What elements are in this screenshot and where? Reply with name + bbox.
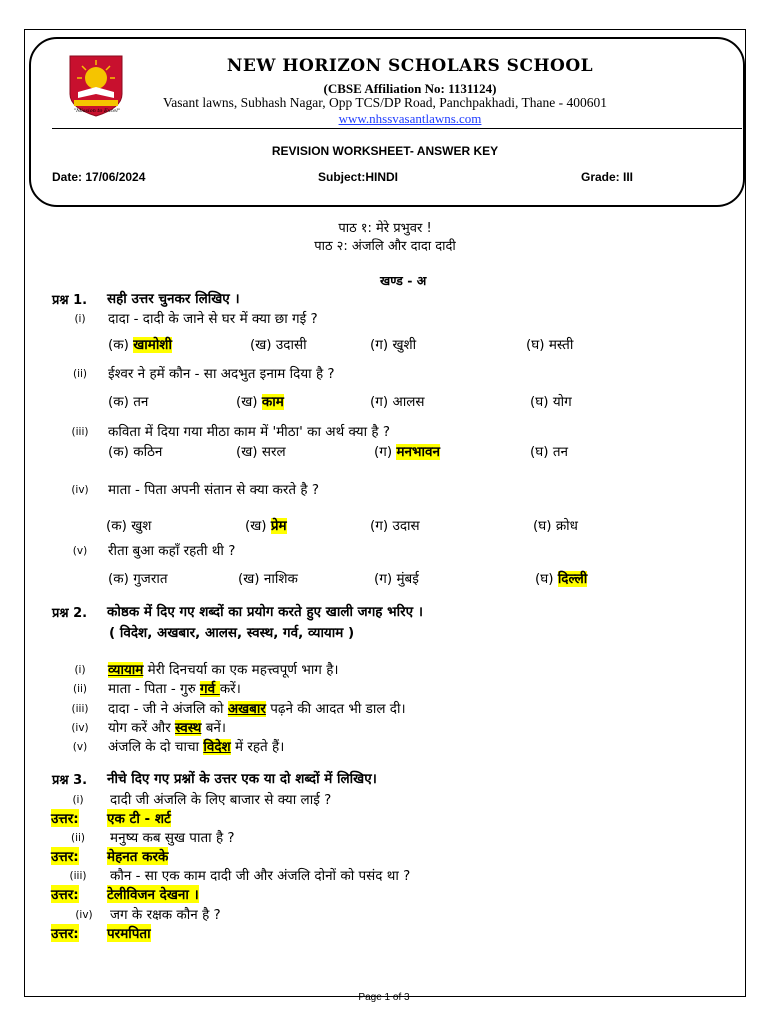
q1-option [108,569,168,587]
q3-answer-text: टेलीविजन देखना । [107,887,199,903]
q1-option-letter: (ग) [370,518,389,534]
q1-option [250,335,307,353]
q2-roman-numeral: (iii) [71,703,89,715]
worksheet-title: REVISION WORKSHEET- ANSWER KEY [271,144,499,158]
q3-question-text: मनुष्य कब सुख पाता है ? [110,830,235,846]
q1-option-text: मुंबई [396,571,419,587]
question-2-number: प्रश्न 2. [52,606,88,621]
q1-option-text: तन [133,394,149,410]
logo-motto: "Mission to Excel" [73,108,121,114]
header-divider [52,128,742,129]
q1-roman-numeral: (iv) [71,484,89,496]
q1-option [236,392,284,410]
q1-option [370,392,425,410]
q2-sentence-start: दादा - जी ने अंजलि को [108,701,228,717]
q1-option-letter: (ख) [236,394,258,410]
q1-option-text: उदास [392,518,420,534]
q1-option [370,516,420,534]
q1-roman-numeral: (ii) [72,368,88,380]
website-link[interactable]: www.nhssvasantlawns.com [338,111,482,126]
question-3-title: नीचे दिए गए प्रश्नों के उत्तर एक या दो शब्दों में लिखिए। [107,771,377,787]
date-field: Date: 17/06/2024 [52,170,146,184]
q1-option-text: सरल [261,444,286,460]
q1-option-text: क्रोध [555,518,578,534]
q1-option-letter: (ग) [374,571,393,587]
q2-filled-answer: विदेश [203,739,231,755]
q2-sentence [108,679,241,697]
q1-option [245,516,287,534]
q1-option-text: मस्ती [548,337,574,353]
q1-option-text: खुश [131,518,152,534]
q2-sentence-end: करें। [219,681,241,697]
question-1-title: सही उत्तर चुनकर लिखिए । [107,291,240,307]
chapter-1-title: पाठ १: मेरे प्रभुवर ! [338,221,432,236]
q1-option-text: उदासी [275,337,307,353]
q2-sentence [108,660,339,678]
q1-option-letter: (ग) [374,444,393,460]
q1-question-text: कविता में दिया गया मीठा काम में 'मीठा' का अर्थ क्या है ? [108,424,390,440]
q1-option [374,442,440,460]
q1-option-letter: (ख) [238,571,260,587]
q1-option-text: तन [552,444,568,460]
q1-option-text: कठिन [133,444,163,460]
q1-option [108,335,172,353]
affiliation: (CBSE Affiliation No: 1131124) [323,81,497,96]
q1-option-letter: (ख) [245,518,267,534]
chapter-2-title: पाठ २: अंजलि और दादा दादी [314,239,456,254]
q1-roman-numeral: (iii) [71,426,89,438]
q1-question-text: दादा - दादी के जाने से घर में क्या छा गई ? [108,311,318,327]
q1-option [533,516,578,534]
q2-roman-numeral: (v) [72,741,88,753]
q1-option [236,442,286,460]
q1-option-text: नाशिक [263,571,298,587]
q2-sentence-end: बनें। [201,720,227,736]
q2-sentence-start: योग करें और [108,720,176,736]
q3-answer-text: एक टी - शर्ट [107,811,171,827]
q1-option-text: आलस [392,394,425,410]
q1-option [106,516,151,534]
q1-option-letter: (क) [106,518,127,534]
q2-filled-answer: स्वस्थ [175,720,202,736]
q2-roman-numeral: (iv) [71,722,89,734]
grade-field: Grade: III [581,170,634,184]
q3-roman-numeral: (i) [72,794,84,806]
q1-roman-numeral: (i) [74,313,86,325]
q1-option-text: गुजरात [133,571,168,587]
q1-option-letter: (क) [108,571,129,587]
q2-sentence [108,699,406,717]
q1-option-letter: (घ) [535,571,554,587]
q1-option [535,569,587,587]
q2-filled-answer: अखबार [227,701,266,717]
q2-sentence [108,718,226,736]
q1-correct-option-text: मनभावन [396,444,440,460]
q3-answer-label: उत्तर: [51,887,79,903]
q1-roman-numeral: (v) [72,545,88,557]
q3-answer-text: परमपिता [107,926,151,942]
page-number: Page 1 of 3 [358,992,410,1003]
q2-sentence [108,737,284,755]
school-address: Vasant lawns, Subhash Nagar, Opp TCS/DP Road, Panchpakhadi, Thane - 400601 [163,95,607,110]
q1-option-text: योग [552,394,572,410]
q3-answer-text: मेहनत करके [107,849,169,865]
q3-roman-numeral: (ii) [70,832,86,844]
q2-sentence-end: मेरी दिनचर्या का एक महत्त्वपूर्ण भाग है। [143,662,339,678]
q1-option [526,335,573,353]
section-heading: खण्ड - अ [380,273,427,288]
q1-option [530,392,572,410]
q1-option [374,569,419,587]
question-1-number: प्रश्न 1. [52,293,88,308]
q2-roman-numeral: (ii) [72,683,88,695]
q1-option-letter: (ख) [236,444,258,460]
q1-option-letter: (क) [108,337,129,353]
q2-roman-numeral: (i) [74,664,86,676]
q1-option-letter: (ग) [370,337,389,353]
q1-correct-option-text: प्रेम [270,518,287,534]
q1-option [108,392,148,410]
q1-option-letter: (घ) [530,444,549,460]
q1-option-text: खुशी [392,337,417,353]
q3-question-text: दादी जी अंजलि के लिए बाजार से क्या लाई ? [110,792,332,808]
q1-option [108,442,162,460]
q1-option-letter: (ग) [370,394,389,410]
q2-sentence-start: अंजलि के दो चाचा [108,739,204,755]
q2-sentence-end: में रहते हैं। [230,739,285,755]
q3-question-text: जग के रक्षक कौन है ? [110,907,221,923]
q1-option-letter: (घ) [530,394,549,410]
q1-question-text: रीता बुआ कहाँ रहती थी ? [108,543,236,559]
q1-option [370,335,416,353]
q1-correct-option-text: दिल्ली [557,571,588,587]
q1-option-letter: (घ) [533,518,552,534]
q3-answer-label: उत्तर: [51,811,79,827]
q1-option [530,442,568,460]
question-2-title: कोष्ठक में दिए गए शब्दों का प्रयोग करते हुए खाली जगह भरिए । [107,604,423,620]
q3-roman-numeral: (iv) [75,909,93,921]
school-name: NEW HORIZON SCHOLARS SCHOOL [226,56,594,76]
q1-option-letter: (घ) [526,337,545,353]
q1-option-letter: (ख) [250,337,272,353]
q1-question-text: माता - पिता अपनी संतान से क्या करते है ? [108,482,319,498]
q2-sentence-end: पढ़ने की आदत भी डाल दी। [265,701,406,717]
question-3-number: प्रश्न 3. [52,773,88,788]
q2-filled-answer: व्यायाम [108,662,144,678]
q1-question-text: ईश्वर ने हमें कौन - सा अदभुत इनाम दिया है ? [108,366,335,382]
q1-correct-option-text: खामोशी [133,337,172,353]
q3-question-text: कौन - सा एक काम दादी जी और अंजलि दोनों को पसंद था ? [110,868,411,884]
q3-roman-numeral: (iii) [69,870,87,882]
q2-filled-answer: गर्व [200,681,220,697]
q1-option-letter: (क) [108,394,129,410]
q1-option [238,569,298,587]
q3-answer-label: उत्तर: [51,849,79,865]
q2-sentence-start: माता - पिता - गुरु [108,681,200,697]
question-2-word-bank: ( विदेश, अखबार, आलस, स्वस्थ, गर्व, व्यायाम ) [109,625,355,641]
q1-option-letter: (क) [108,444,129,460]
q3-answer-label: उत्तर: [51,926,79,942]
q1-correct-option-text: काम [261,394,284,410]
subject-field: Subject:HINDI [318,170,399,184]
